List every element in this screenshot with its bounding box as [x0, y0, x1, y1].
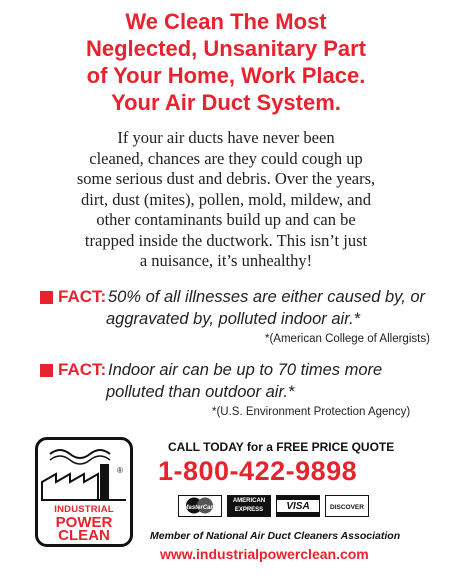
fact-bullet — [40, 291, 53, 304]
fact-2-source: *(U.S. Environment Protection Agency) — [212, 406, 411, 418]
phone-number[interactable]: 1-800-422-9898 — [158, 456, 358, 486]
headline-line-4: Your Air Duct System. — [111, 90, 341, 115]
body-paragraph — [20, 128, 432, 272]
headline-line-3: of Your Home, Work Place. — [86, 63, 366, 88]
body-line: trapped inside the ductwork. This isn’t just — [84, 230, 368, 250]
fact-2 — [40, 359, 440, 403]
fact-1 — [40, 286, 440, 330]
headline-line-2: Neglected, Unsanitary Part — [86, 36, 366, 61]
logo-wordmark — [38, 503, 130, 542]
headline — [0, 8, 452, 116]
fact-bullet — [40, 364, 53, 377]
fact-1-line-1 — [40, 286, 440, 308]
fact-2-line-1 — [40, 359, 440, 381]
call-to-action: CALL TODAY for a FREE PRICE QUOTE — [168, 440, 395, 454]
body-line: dirt, dust (mites), pollen, mold, mildew, and — [81, 189, 371, 209]
body-line: some serious dust and debris. Over the years, — [76, 169, 376, 188]
visa-band-bottom — [277, 512, 319, 516]
fact-text: aggravated by, polluted indoor air.* — [106, 310, 361, 328]
visa-logo — [276, 495, 320, 517]
fact-text: polluted than outdoor air.* — [106, 383, 295, 401]
fact-text: Indoor air can be up to 70 times more — [108, 361, 383, 379]
fact-2-line-2 — [40, 381, 440, 403]
mastercard-logo — [178, 495, 222, 517]
mastercard-text: MasterCard — [183, 505, 217, 511]
logo-word-power: POWER — [55, 514, 113, 531]
body-line: a nuisance, it’s unhealthy! — [139, 251, 313, 270]
logo-word-industrial: INDUSTRIAL — [54, 504, 114, 515]
body-line: other contaminants build up and can be — [96, 210, 356, 229]
body-line: cleaned, chances are they could cough up — [89, 148, 363, 168]
discover-text: DISCOVER — [330, 504, 364, 511]
amex-logo — [227, 495, 271, 517]
logo-word-clean: CLEAN — [58, 527, 110, 544]
registered-mark: ® — [117, 466, 123, 475]
fact-label: FACT: — [58, 287, 107, 306]
amex-text-2: EXPRESS — [234, 507, 264, 513]
fact-text: 50% of all illnesses are either caused by, or — [108, 288, 426, 306]
visa-text: VISA — [286, 501, 310, 512]
discover-logo — [325, 495, 369, 517]
company-logo — [35, 437, 133, 547]
fact-1-line-2 — [40, 308, 440, 330]
body-line: If your air ducts have never been — [117, 128, 335, 147]
member-association: Member of National Air Duct Cleaners Association — [150, 530, 401, 542]
website-link[interactable]: www.industrialpowerclean.com — [160, 546, 369, 562]
visa-band-top — [277, 496, 319, 500]
amex-text-1: AMERICAN — [232, 498, 266, 504]
fact-1-source: *(American College of Allergists) — [265, 333, 430, 345]
headline-line-1: We Clean The Most — [125, 9, 327, 34]
fact-label: FACT: — [58, 360, 107, 379]
